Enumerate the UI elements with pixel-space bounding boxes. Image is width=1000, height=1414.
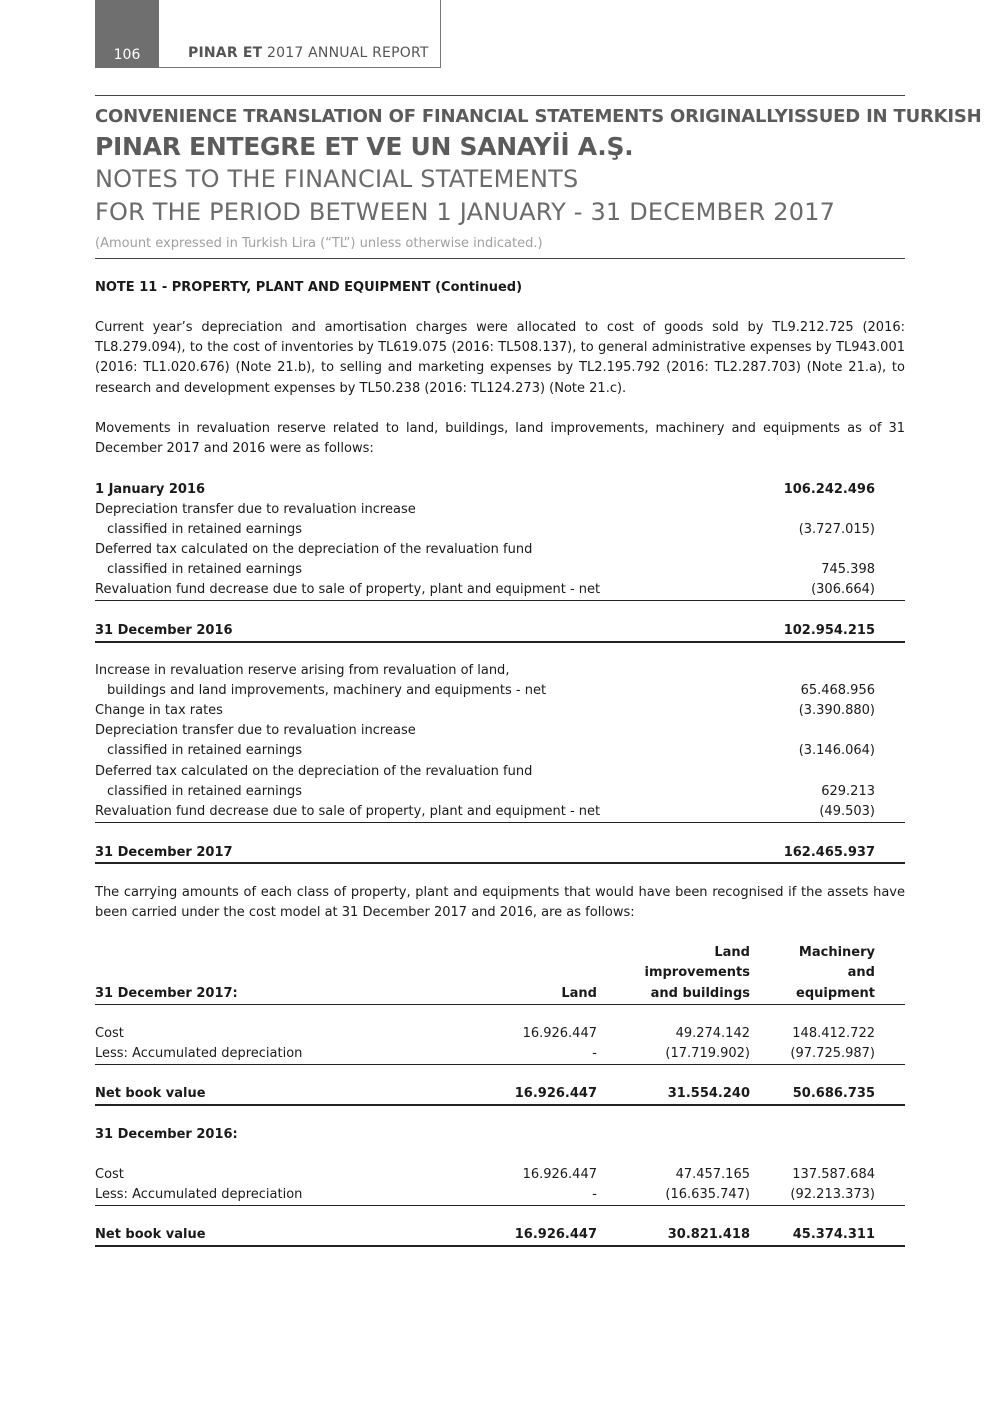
report-title — [188, 45, 429, 61]
table-row — [95, 802, 905, 822]
land-value: - — [592, 1046, 597, 1061]
row-label: Cost — [95, 1026, 124, 1041]
table-row — [95, 1225, 905, 1245]
table-header-row — [95, 984, 905, 1004]
page-number: 106 — [95, 0, 159, 68]
table-row — [95, 701, 905, 721]
machinery-value: 137.587.684 — [792, 1167, 875, 1182]
table-row — [95, 1084, 905, 1104]
improvements-value: 31.554.240 — [667, 1086, 750, 1101]
header-rule — [95, 95, 905, 96]
machinery-value: (92.213.373) — [790, 1187, 875, 1202]
row-label: classified in retained earnings — [107, 743, 302, 758]
machinery-value: 45.374.311 — [792, 1227, 875, 1242]
report-subtitle: 2017 ANNUAL REPORT — [267, 45, 429, 61]
table-row — [95, 721, 905, 741]
column-header-land: Land — [561, 986, 597, 1001]
table-row — [95, 520, 905, 540]
machinery-value: 50.686.735 — [792, 1086, 875, 1101]
row-label: buildings and land improvements, machinery and equipments - net — [107, 683, 547, 698]
row-label: Change in tax rates — [95, 703, 223, 718]
row-value: (306.664) — [811, 582, 875, 597]
row-label: Deferred tax calculated on the depreciation of the revaluation fund — [95, 764, 533, 779]
paragraph-movements: Movements in revaluation reserve related to land, buildings, land improvements, machinery and equipments as of 31 December 2017 and 2016 were as follows: — [95, 421, 905, 457]
table-row — [95, 580, 905, 600]
improvements-value: 30.821.418 — [667, 1227, 750, 1242]
row-label: classified in retained earnings — [107, 522, 302, 537]
table-row — [95, 540, 905, 560]
row-label: Deferred tax calculated on the depreciation of the revaluation fund — [95, 542, 533, 557]
row-label: classified in retained earnings — [107, 562, 302, 577]
paragraph-cost-model: The carrying amounts of each class of property, plant and equipments that would have been recognised if the assets have been carried under the cost model at 31 December 2017 and 2016, are as follows: — [95, 885, 905, 921]
divider — [95, 1004, 905, 1005]
divider — [95, 600, 905, 601]
table-row — [95, 500, 905, 520]
row-label: Increase in revaluation reserve arising from revaluation of land, — [95, 663, 510, 678]
divider — [95, 1104, 905, 1106]
period-heading: FOR THE PERIOD BETWEEN 1 JANUARY - 31 DECEMBER 2017 — [95, 198, 836, 226]
improvements-value: 47.457.165 — [675, 1167, 750, 1182]
row-label: Less: Accumulated depreciation — [95, 1187, 303, 1202]
note-title: NOTE 11 - PROPERTY, PLANT AND EQUIPMENT (Continued) — [95, 280, 523, 295]
year-2017-label: 31 December 2017: — [95, 986, 238, 1001]
row-label: Depreciation transfer due to revaluation increase — [95, 723, 416, 738]
column-header-machinery: equipment — [796, 986, 875, 1001]
company-name: PINAR ENTEGRE ET VE UN SANAYİİ A.Ş. — [95, 132, 634, 161]
column-header-improvements: Land — [714, 945, 750, 960]
land-value: 16.926.447 — [522, 1167, 597, 1182]
improvements-value: 49.274.142 — [675, 1026, 750, 1041]
row-label: 31 December 2017 — [95, 845, 233, 860]
convenience-heading: CONVENIENCE TRANSLATION OF FINANCIAL STATEMENTS ORIGINALLYISSUED IN TURKISH — [95, 106, 982, 127]
table-row — [95, 1044, 905, 1064]
table-row — [95, 480, 905, 500]
machinery-value: 148.412.722 — [792, 1026, 875, 1041]
row-label: Net book value — [95, 1227, 206, 1242]
row-value: 106.242.496 — [783, 482, 875, 497]
land-value: 16.926.447 — [522, 1026, 597, 1041]
divider — [95, 1245, 905, 1247]
row-label: Depreciation transfer due to revaluation increase — [95, 502, 416, 517]
table-row — [95, 560, 905, 580]
report-brand: PINAR ET — [188, 45, 263, 61]
divider — [95, 862, 905, 864]
row-value: (3.146.064) — [798, 743, 875, 758]
heading-rule — [95, 258, 905, 259]
improvements-value: (16.635.747) — [665, 1187, 750, 1202]
improvements-value: (17.719.902) — [665, 1046, 750, 1061]
row-label: 1 January 2016 — [95, 482, 206, 497]
column-header-improvements: and buildings — [650, 986, 750, 1001]
table-row — [95, 762, 905, 782]
row-label: Cost — [95, 1167, 124, 1182]
row-value: 102.954.215 — [783, 623, 875, 638]
land-value: - — [592, 1187, 597, 1202]
row-label: Less: Accumulated depreciation — [95, 1046, 303, 1061]
divider — [95, 822, 905, 823]
table-row — [95, 782, 905, 802]
amount-note: (Amount expressed in Turkish Lira (“TL”) unless otherwise indicated.) — [95, 236, 543, 251]
row-value: (49.503) — [819, 804, 875, 819]
table-row — [95, 661, 905, 681]
machinery-value: (97.725.987) — [790, 1046, 875, 1061]
year-2016-label: 31 December 2016: — [95, 1127, 238, 1142]
row-label: classified in retained earnings — [107, 784, 302, 799]
divider — [95, 1205, 905, 1206]
column-header-machinery: Machinery — [798, 945, 875, 960]
paragraph-depreciation: Current year’s depreciation and amortisation charges were allocated to cost of goods sold by TL9.212.725 (2016: TL8.279.094), to the cost of inventories by TL619.075 (2016: TL508.137), to general administrative expenses by TL943.001 (2016: TL1.020.676) (Note 21.b), to selling and marketing expenses by TL2.195.792 (2016: TL2.287.703) (Note 21.a), to research and development expenses by TL50.238 (2016: TL124.273) (Note 21.c). — [95, 320, 905, 396]
row-label: Revaluation fund decrease due to sale of property, plant and equipment - net — [95, 582, 601, 597]
table-row — [95, 1125, 905, 1145]
table-row — [95, 843, 905, 863]
row-label: Revaluation fund decrease due to sale of property, plant and equipment - net — [95, 804, 601, 819]
row-value: (3.727.015) — [798, 522, 875, 537]
land-value: 16.926.447 — [514, 1227, 597, 1242]
table-row — [95, 1165, 905, 1185]
row-value: 745.398 — [821, 562, 875, 577]
table-row — [95, 1024, 905, 1044]
row-value: 162.465.937 — [783, 845, 875, 860]
table-row — [95, 621, 905, 641]
divider — [95, 641, 905, 643]
row-value: 65.468.956 — [800, 683, 875, 698]
table-row — [95, 741, 905, 761]
table-header-row — [95, 963, 905, 983]
table-header-row — [95, 943, 905, 963]
column-header-machinery: and — [847, 965, 875, 980]
row-value: 629.213 — [821, 784, 875, 799]
table-row — [95, 681, 905, 701]
notes-heading: NOTES TO THE FINANCIAL STATEMENTS — [95, 165, 579, 193]
table-row — [95, 1185, 905, 1205]
row-label: Net book value — [95, 1086, 206, 1101]
divider — [95, 1064, 905, 1065]
land-value: 16.926.447 — [514, 1086, 597, 1101]
column-header-improvements: improvements — [644, 965, 750, 980]
row-label: 31 December 2016 — [95, 623, 233, 638]
row-value: (3.390.880) — [798, 703, 875, 718]
